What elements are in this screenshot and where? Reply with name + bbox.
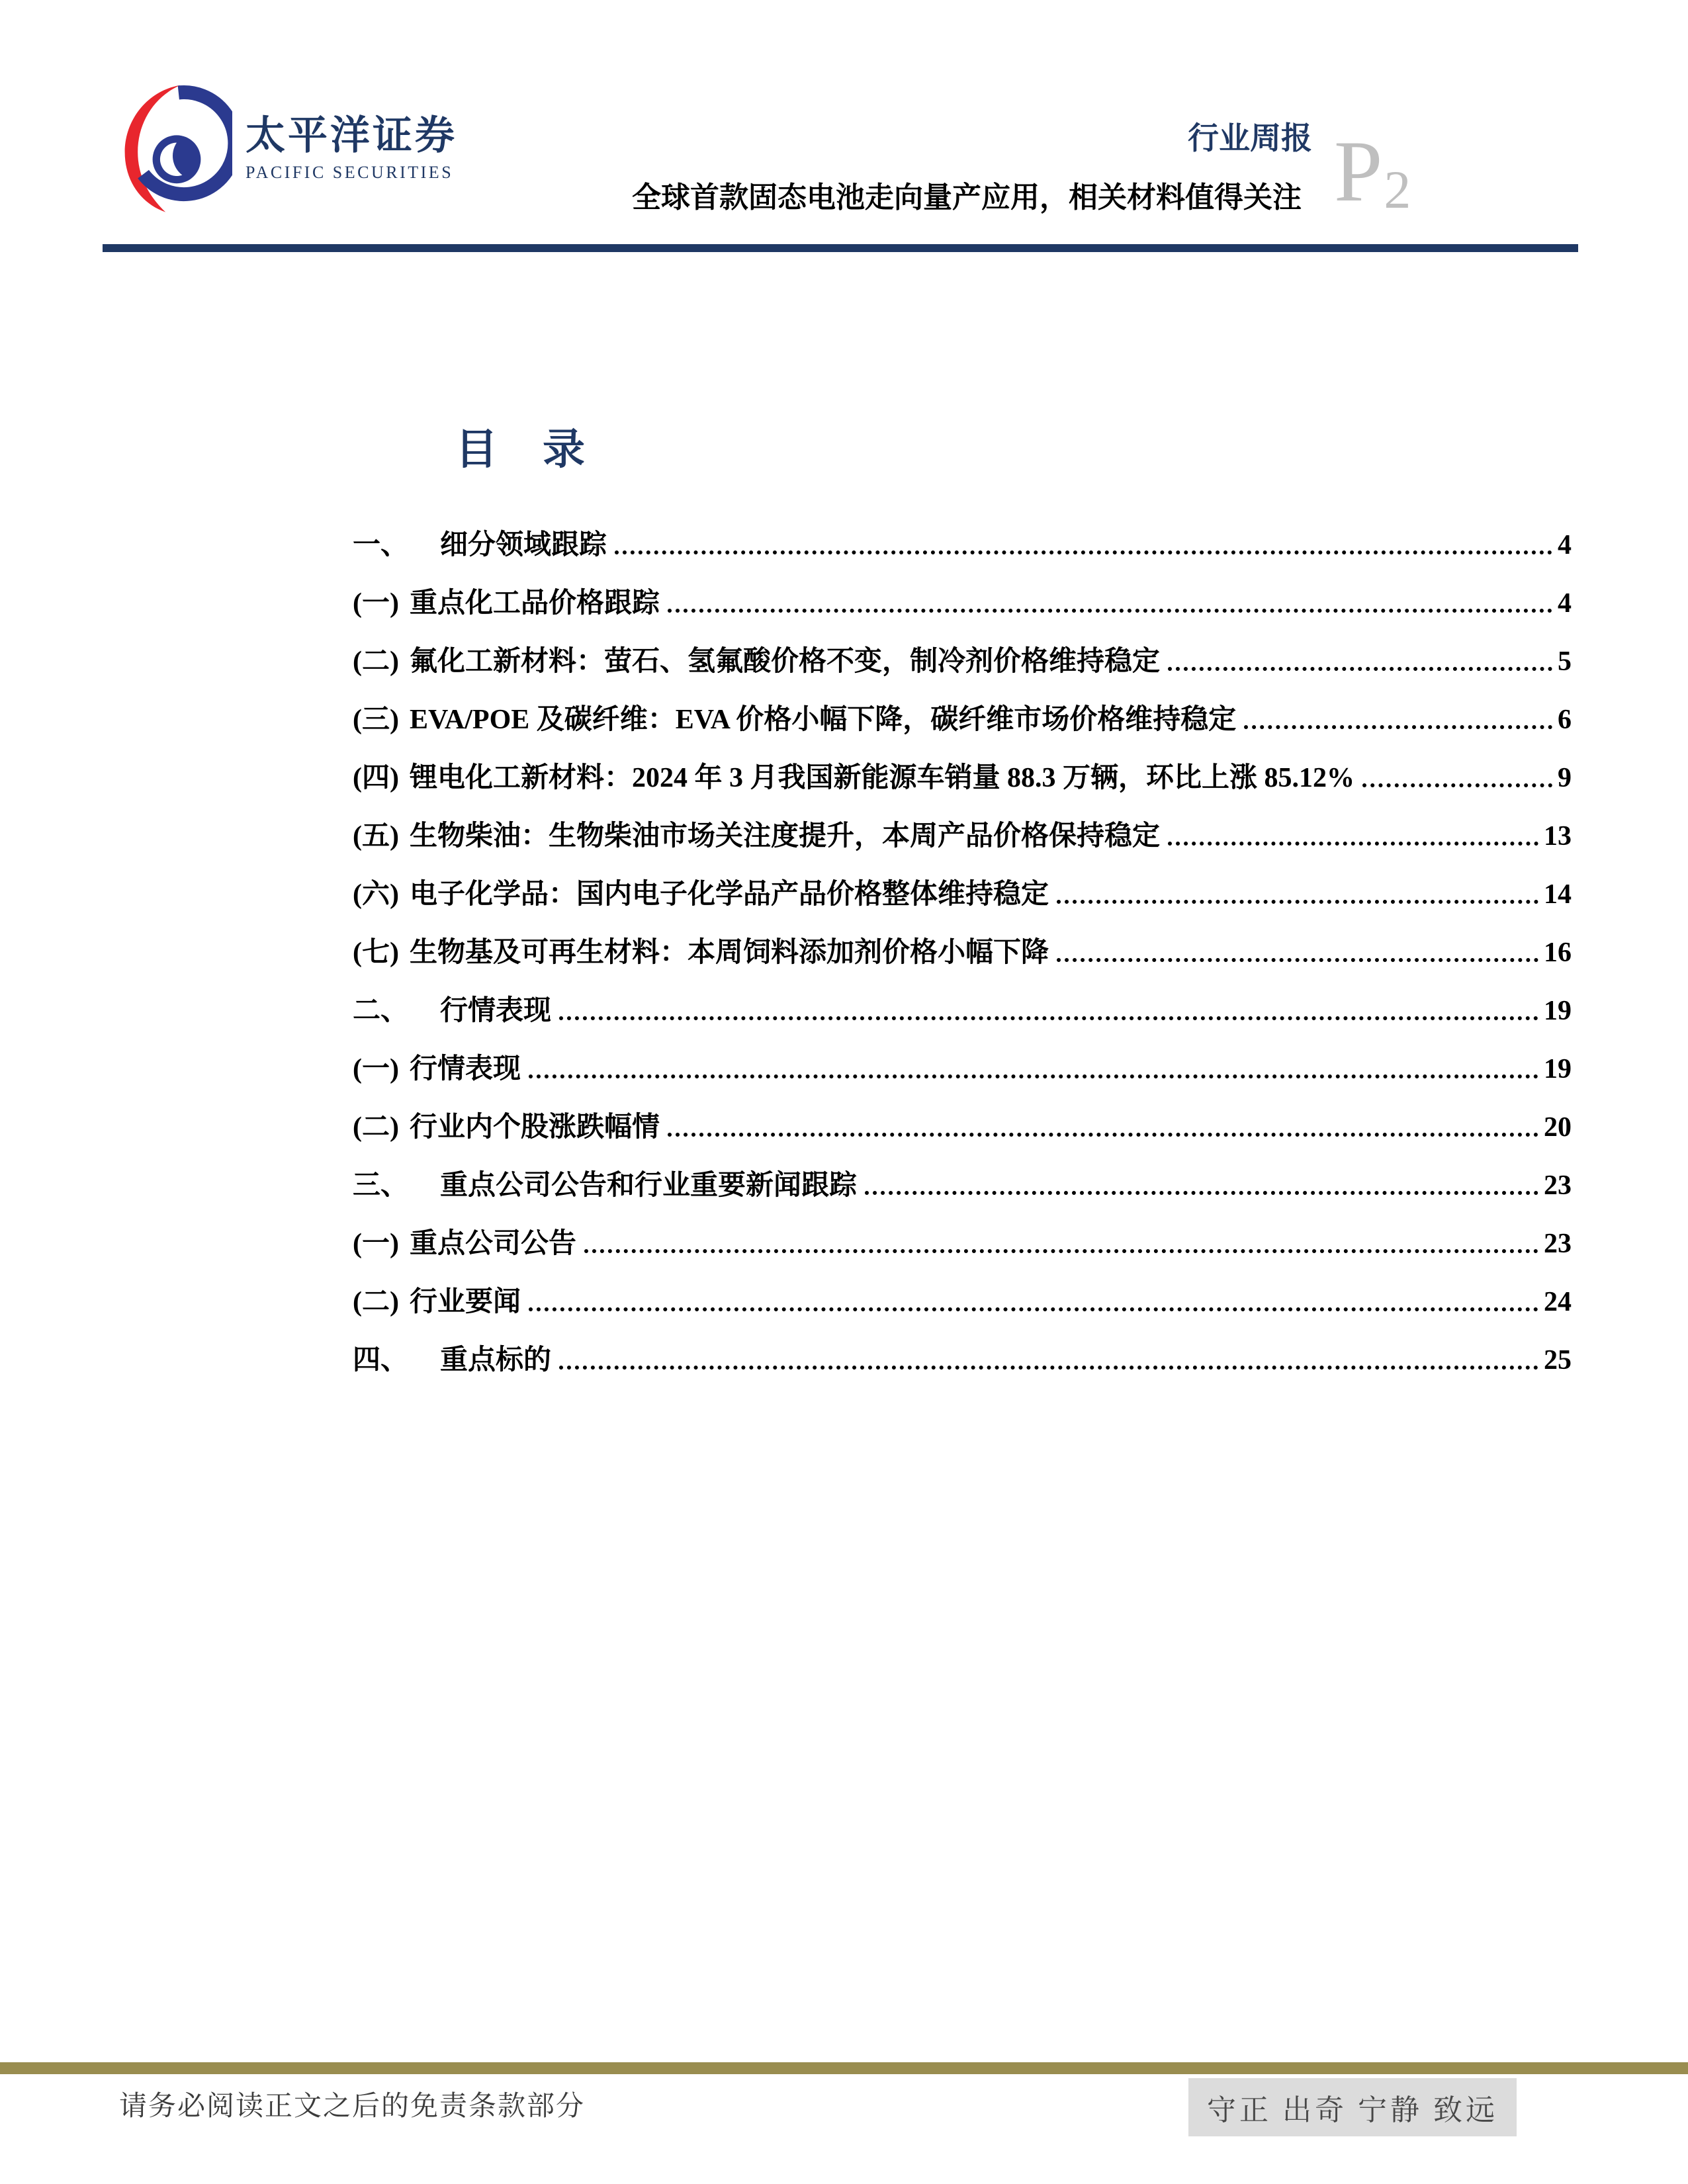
toc-item-number: (六) xyxy=(353,879,399,910)
toc-item-page: 25 xyxy=(1544,1345,1572,1376)
toc-row[interactable] xyxy=(353,704,1572,736)
toc-row[interactable] xyxy=(353,1286,1572,1318)
logo-name-en: PACIFIC SECURITIES xyxy=(245,163,454,182)
page-number xyxy=(1334,122,1411,220)
toc-item-title: 氟化工新材料：萤石、氢氟酸价格不变，制冷剂价格维持稳定 xyxy=(409,646,1160,677)
toc-row[interactable] xyxy=(353,529,1572,561)
toc-list xyxy=(353,529,1572,1403)
toc-item-title: 细分领域跟踪 xyxy=(440,530,607,560)
toc-dot-leader xyxy=(559,1366,1538,1370)
toc-dot-leader xyxy=(1057,958,1538,962)
toc-row[interactable] xyxy=(353,879,1572,910)
company-logo xyxy=(121,77,457,220)
header-divider xyxy=(103,244,1578,252)
toc-row[interactable] xyxy=(353,1344,1572,1376)
toc-item-title: 行情表现 xyxy=(440,996,552,1026)
page-number-digit: 2 xyxy=(1384,159,1411,220)
toc-dot-leader xyxy=(584,1249,1538,1253)
toc-row[interactable] xyxy=(353,1053,1572,1085)
toc-item-page: 14 xyxy=(1544,879,1572,910)
toc-item-number: 二、 xyxy=(353,996,409,1026)
page-number-letter: P xyxy=(1334,122,1383,220)
toc-item-title: 行情表现 xyxy=(409,1054,521,1084)
toc-item-page: 4 xyxy=(1558,588,1572,619)
toc-item-page: 9 xyxy=(1558,763,1572,793)
toc-item-page: 23 xyxy=(1544,1229,1572,1259)
toc-dot-leader xyxy=(529,1307,1538,1311)
toc-item-title: 生物基及可再生材料：本周饲料添加剂价格小幅下降 xyxy=(409,938,1049,968)
toc-dot-leader xyxy=(559,1016,1538,1020)
toc-dot-leader xyxy=(668,1133,1538,1137)
toc-item-title: EVA/POE 及碳纤维：EVA 价格小幅下降，碳纤维市场价格维持稳定 xyxy=(409,705,1237,735)
toc-item-page: 23 xyxy=(1544,1170,1572,1201)
toc-item-number: (一) xyxy=(353,1054,399,1084)
toc-item-number: (五) xyxy=(353,821,399,852)
toc-row[interactable] xyxy=(353,588,1572,619)
toc-item-number: (一) xyxy=(353,588,399,619)
toc-title: 目 录 xyxy=(455,426,602,473)
toc-dot-leader xyxy=(668,609,1552,613)
toc-item-page: 19 xyxy=(1544,1054,1572,1084)
toc-row[interactable] xyxy=(353,1228,1572,1260)
toc-dot-leader xyxy=(1168,667,1552,671)
toc-item-title: 重点化工品价格跟踪 xyxy=(409,588,660,619)
toc-item-number: (二) xyxy=(353,1287,399,1317)
toc-item-page: 24 xyxy=(1544,1287,1572,1317)
toc-item-title: 锂电化工新材料：2024 年 3 月我国新能源车销量 88.3 万辆，环比上涨 85.12% xyxy=(409,763,1355,793)
toc-item-number: (二) xyxy=(353,1112,399,1143)
toc-dot-leader xyxy=(1362,783,1552,787)
toc-item-number: (四) xyxy=(353,763,399,793)
toc-item-title: 生物柴油：生物柴油市场关注度提升，本周产品价格保持稳定 xyxy=(409,821,1160,852)
toc-item-number: 三、 xyxy=(353,1170,409,1201)
toc-row[interactable] xyxy=(353,820,1572,852)
toc-row[interactable] xyxy=(353,995,1572,1027)
toc-item-number: (三) xyxy=(353,705,399,735)
toc-item-title: 重点公司公告和行业重要新闻跟踪 xyxy=(440,1170,858,1201)
toc-item-page: 5 xyxy=(1558,646,1572,677)
pacific-securities-logo-icon xyxy=(121,77,232,220)
toc-dot-leader xyxy=(1244,725,1552,729)
report-type-label: 行业周报 xyxy=(1188,122,1312,156)
toc-row[interactable] xyxy=(353,1112,1572,1143)
toc-item-title: 行业内个股涨跌幅情 xyxy=(409,1112,660,1143)
footer-disclaimer: 请务必阅读正文之后的免责条款部分 xyxy=(119,2091,586,2122)
toc-item-number: (二) xyxy=(353,646,399,677)
toc-item-title: 重点公司公告 xyxy=(409,1229,576,1259)
toc-item-page: 20 xyxy=(1544,1112,1572,1143)
toc-item-number: (七) xyxy=(353,938,399,968)
logo-name-cn: 太平洋证券 xyxy=(245,114,457,157)
report-subtitle: 全球首款固态电池走向量产应用，相关材料值得关注 xyxy=(632,181,1302,214)
toc-item-number: 四、 xyxy=(353,1345,409,1376)
toc-item-title: 电子化学品：国内电子化学品产品价格整体维持稳定 xyxy=(409,879,1049,910)
toc-item-title: 重点标的 xyxy=(440,1345,552,1376)
toc-item-page: 13 xyxy=(1544,821,1572,852)
toc-item-number: (一) xyxy=(353,1229,399,1259)
toc-item-page: 4 xyxy=(1558,530,1572,560)
footer-motto: 守正 出奇 宁静 致远 xyxy=(1188,2078,1517,2136)
toc-item-page: 16 xyxy=(1544,938,1572,968)
footer-divider xyxy=(0,2062,1688,2074)
toc-dot-leader xyxy=(1168,842,1538,846)
toc-row[interactable] xyxy=(353,1170,1572,1201)
toc-dot-leader xyxy=(615,550,1552,554)
toc-item-page: 19 xyxy=(1544,996,1572,1026)
toc-row[interactable] xyxy=(353,762,1572,794)
toc-dot-leader xyxy=(865,1191,1538,1195)
toc-dot-leader xyxy=(529,1074,1538,1078)
logo-text xyxy=(245,114,457,183)
toc-row[interactable] xyxy=(353,937,1572,969)
toc-row[interactable] xyxy=(353,646,1572,677)
toc-item-number: 一、 xyxy=(353,530,409,560)
toc-item-page: 6 xyxy=(1558,705,1572,735)
toc-dot-leader xyxy=(1057,900,1538,904)
toc-item-title: 行业要闻 xyxy=(409,1287,521,1317)
